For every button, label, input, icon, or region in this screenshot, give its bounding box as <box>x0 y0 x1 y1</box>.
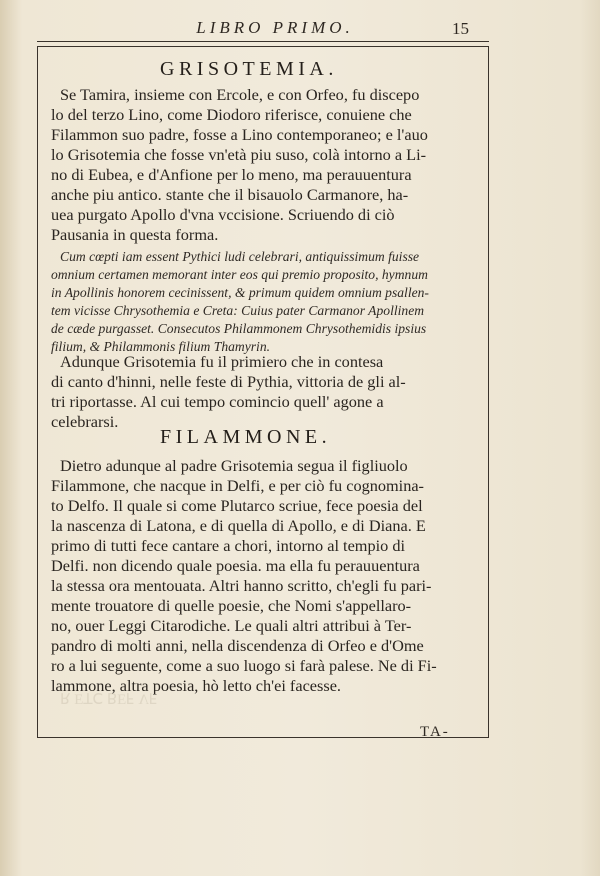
text-line: primo di tutti fece cantare a chori, intorno al tempio di <box>51 536 405 555</box>
text-line: anche piu antico. stante che il bisauolo Carmanore, ha- <box>51 185 409 204</box>
show-through-text: ℲΛ ℲƎꓭ ꓛꓕƎ ꓤ <box>60 692 158 708</box>
page-number: 15 <box>452 19 469 38</box>
section-title-grisotemia: GRISOTEMIA. <box>160 58 338 80</box>
text-line: di canto d'hinni, nelle feste di Pythia, vittoria de gli al- <box>51 372 406 391</box>
text-line: Delfi. non dicendo quale poesia. ma ella fu perauuentura <box>51 556 420 575</box>
text-line: no di Eubea, e d'Anfione per lo meno, ma perauuentura <box>51 165 412 184</box>
section-title-filammone: FILAMMONE. <box>160 426 332 448</box>
text-line: lo Grisotemia che fosse vn'età piu suso, colà intorno a Li- <box>51 145 427 164</box>
text-line: la nascenza di Latona, e di quella di Apollo, e di Diana. E <box>51 516 426 535</box>
catchword: TA- <box>420 724 450 740</box>
text-line: pandro di molti anni, nella discendenza di Orfeo e d'Ome <box>51 636 424 655</box>
text-line: no, ouer Leggi Citarodiche. Le quali altri attribui à Ter- <box>51 616 412 635</box>
text-line: tri riportasse. Al cui tempo comincio quell' agone a <box>51 392 384 411</box>
text-line: Filammone, che nacque in Delfi, e per ciò fu cognomina- <box>51 476 424 495</box>
header-rule <box>37 41 489 42</box>
text-line: Dietro adunque al padre Grisotemia segua il figliuolo <box>60 456 408 475</box>
text-line: la stessa ora mentouata. Altri hanno scritto, ch'egli fu pari- <box>51 576 432 595</box>
latin-quote-line: omnium certamen memorant inter eos qui premio proposito, hymnum <box>51 267 428 282</box>
latin-quote-line: tem vicisse Chrysothemia e Creta: Cuius pater Carmanor Apollinem <box>51 303 425 318</box>
latin-quote-line: filium, & Philammonis filium Thamyrin. <box>51 339 271 354</box>
text-line: Se Tamira, insieme con Ercole, e con Orfeo, fu discepo <box>60 85 420 104</box>
latin-quote-line: de cæde purgasset. Consecutos Philammonem Chrysothemidis ipsius <box>51 321 427 336</box>
running-head: LIBRO PRIMO. <box>196 18 354 37</box>
text-line: mente trouatore di quelle poesie, che Nomi s'appellaro- <box>51 596 412 615</box>
text-line: ro a lui seguente, come a suo luogo si farà palese. Ne di Fi- <box>51 656 437 675</box>
latin-quote-line: Cum cœpti iam essent Pythici ludi celebrari, antiquissimum fuisse <box>60 249 420 264</box>
text-line: Pausania in questa forma. <box>51 225 219 244</box>
text-line: lo del terzo Lino, come Diodoro riferisce, conuiene che <box>51 105 412 124</box>
text-line: lammone, altra poesia, hò letto ch'ei facesse. <box>51 676 342 695</box>
text-line: uea purgato Apollo d'vna vccisione. Scriuendo di ciò <box>51 205 395 224</box>
latin-quote-line: in Apollinis honorem cecinissent, & primum quidem omnium psallen- <box>51 285 429 300</box>
text-line: to Delfo. Il quale si come Plutarco scriue, fece poesia del <box>51 496 423 515</box>
text-line: celebrarsi. <box>51 412 119 431</box>
text-line: Adunque Grisotemia fu il primiero che in contesa <box>60 352 384 371</box>
text-line: Filammon suo padre, fosse a Lino contemporaneo; e l'auo <box>51 125 428 144</box>
